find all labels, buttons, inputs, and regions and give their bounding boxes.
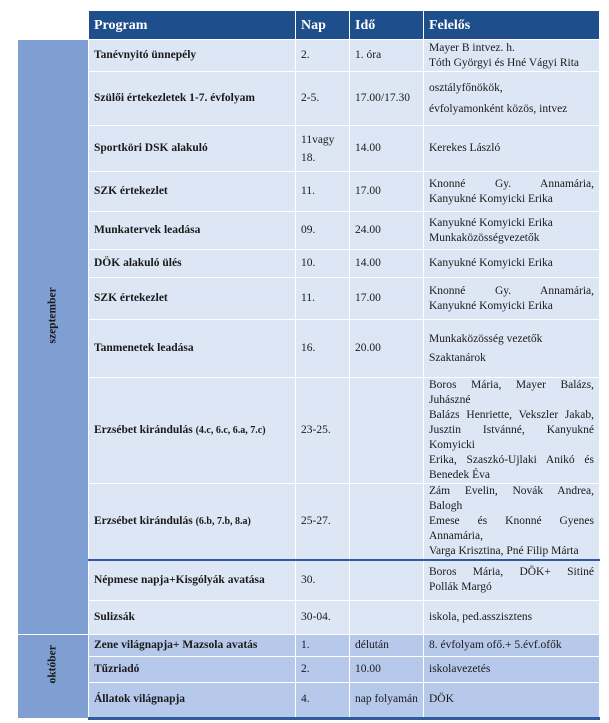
header-felelos: Felelős: [424, 11, 600, 40]
nap-cell: 25-27.: [296, 484, 350, 561]
felelos-cell: iskolavezetés: [424, 656, 600, 682]
ido-cell: 17.00/17.30: [350, 72, 424, 126]
table-row: [18, 320, 600, 378]
ido-cell: 17.00: [350, 172, 424, 212]
program-cell: Állatok világnapja: [89, 682, 296, 718]
nap-cell: 16.: [296, 320, 350, 378]
felelos-cell: Kerekes László: [424, 126, 600, 172]
table-row: [18, 126, 600, 172]
header-ido: Idő: [350, 11, 424, 40]
nap-cell: 1.: [296, 634, 350, 656]
nap-cell: 11.: [296, 278, 350, 320]
program-cell: Sportköri DSK alakuló: [89, 126, 296, 172]
nap-cell: 4.: [296, 682, 350, 718]
table-row: [18, 634, 600, 656]
nap-cell: 11.: [296, 172, 350, 212]
nap-cell: 30.: [296, 560, 350, 600]
header-row: [18, 11, 600, 40]
felelos-cell: Munkaközösség vezetők Szaktanárok: [424, 320, 600, 378]
table-row: [18, 250, 600, 278]
felelos-cell: DÖK: [424, 682, 600, 718]
ido-cell: 14.00: [350, 126, 424, 172]
table-row: [18, 172, 600, 212]
nap-cell: 30-04.: [296, 600, 350, 634]
table-row: [18, 278, 600, 320]
program-cell: Zene világnapja+ Mazsola avatás: [89, 634, 296, 656]
schedule-table: [17, 10, 600, 720]
felelos-cell: osztályfőnökök, évfolyamonként közös, intvez: [424, 72, 600, 126]
table-row: [18, 72, 600, 126]
program-cell: Tűzriadó: [89, 656, 296, 682]
ido-cell: 1. óra: [350, 40, 424, 72]
program-cell: Szülői értekezletek 1-7. évfolyam: [89, 72, 296, 126]
ido-cell: 20.00: [350, 320, 424, 378]
program-cell: SZK értekezlet: [89, 278, 296, 320]
felelos-cell: 8. évfolyam ofő.+ 5.évf.ofők: [424, 634, 600, 656]
header-blank: [18, 11, 89, 40]
ido-cell: 17.00: [350, 278, 424, 320]
nap-cell: 10.: [296, 250, 350, 278]
felelos-cell: Knonné Gy. Annamária, Kanyukné Komyicki Erika: [424, 278, 600, 320]
nap-cell: 2.: [296, 656, 350, 682]
program-cell: SZK értekezlet: [89, 172, 296, 212]
nap-cell: 11vagy 18.: [296, 126, 350, 172]
felelos-cell: Boros Mária, Mayer Balázs, Juhászné Balázs Henriette, Vekszler Jakab, Jusztin Istvánné, Kanyukné Komyicki Erika, Szaszkó-Ujlaki Anikó és Benedek Éva: [424, 378, 600, 484]
ido-cell: 14.00: [350, 250, 424, 278]
ido-cell: [350, 560, 424, 600]
program-cell: Tanmenetek leadása: [89, 320, 296, 378]
table-row: [18, 600, 600, 634]
table-row: [18, 378, 600, 484]
felelos-cell: Knonné Gy. Annamária, Kanyukné Komyicki Erika: [424, 172, 600, 212]
felelos-cell: Zám Evelin, Novák Andrea, Balogh Emese és Knonné Gyenes Annamária, Varga Krisztina, Pné Filip Márta: [424, 484, 600, 561]
nap-cell: 2-5.: [296, 72, 350, 126]
felelos-cell: iskola, ped.asszisztens: [424, 600, 600, 634]
header-program: Program: [89, 11, 296, 40]
table-row: [18, 40, 600, 72]
felelos-cell: Boros Mária, DÖK+ Sitiné Pollák Margó: [424, 560, 600, 600]
felelos-cell: Kanyukné Komyicki Erika Munkaközösségvezetők: [424, 212, 600, 250]
program-cell: Erzsébet kirándulás (6.b, 7.b, 8.a): [89, 484, 296, 561]
month-label-szeptember: szeptember: [18, 40, 89, 635]
table-row: [18, 484, 600, 561]
program-cell: Népmese napja+Kisgólyák avatása: [89, 560, 296, 600]
table-row: [18, 682, 600, 718]
header-nap: Nap: [296, 11, 350, 40]
ido-cell: délután: [350, 634, 424, 656]
program-cell: Erzsébet kirándulás (4.c, 6.c, 6.a, 7.c): [89, 378, 296, 484]
table-row: [18, 560, 600, 600]
ido-cell: [350, 484, 424, 561]
ido-cell: [350, 378, 424, 484]
ido-cell: 24.00: [350, 212, 424, 250]
nap-cell: 2.: [296, 40, 350, 72]
nap-cell: 09.: [296, 212, 350, 250]
program-cell: Sulizsák: [89, 600, 296, 634]
ido-cell: 10.00: [350, 656, 424, 682]
ido-cell: [350, 600, 424, 634]
felelos-cell: Kanyukné Komyicki Erika: [424, 250, 600, 278]
felelos-cell: Mayer B intvez. h. Tóth Györgyi és Hné Vágyi Rita: [424, 40, 600, 72]
ido-cell: nap folyamán: [350, 682, 424, 718]
program-cell: DÖK alakuló ülés: [89, 250, 296, 278]
program-cell: Munkatervek leadása: [89, 212, 296, 250]
month-label-oktober: október: [18, 634, 89, 718]
program-cell: Tanévnyitó ünnepély: [89, 40, 296, 72]
table-row: [18, 656, 600, 682]
table-row: [18, 212, 600, 250]
nap-cell: 23-25.: [296, 378, 350, 484]
